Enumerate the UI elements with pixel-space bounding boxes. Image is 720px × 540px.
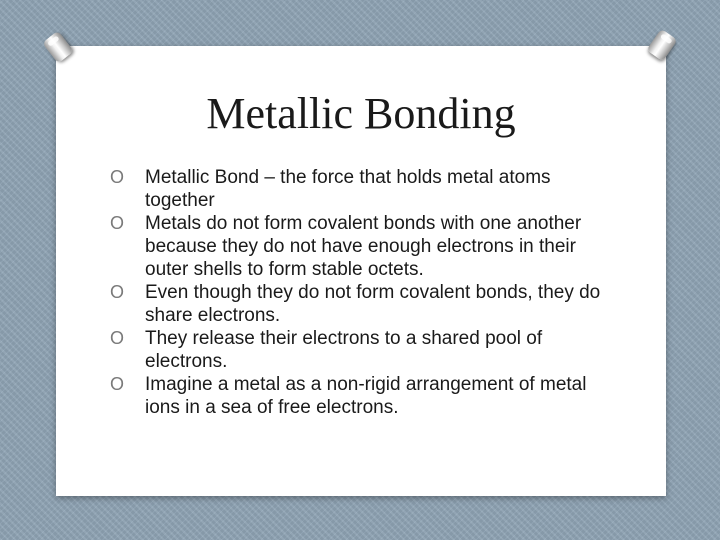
bullet-marker: O [110,282,125,302]
bullet-text: Even though they do not form covalent bonds, they do share electrons. [145,282,601,326]
bullet-list [110,166,610,419]
bullet-marker: O [110,213,125,233]
bullet-item [110,281,610,327]
bullet-item [110,212,610,281]
bullet-text: Metallic Bond – the force that holds metal atoms together [145,167,551,211]
bullet-item [110,373,610,419]
bullet-marker: O [110,328,125,348]
bullet-text: They release their electrons to a shared pool of electrons. [145,328,543,372]
bullet-marker: O [110,167,125,187]
bullet-marker: O [110,374,125,394]
slide-title: Metallic Bonding [206,89,516,138]
bullet-item [110,327,610,373]
bullet-text: Imagine a metal as a non-rigid arrangement of metal ions in a sea of free electrons. [145,374,587,418]
bullet-text: Metals do not form covalent bonds with one another because they do not have enough electrons in their outer shells to form stable octets. [145,213,582,280]
bullet-item [110,166,610,212]
